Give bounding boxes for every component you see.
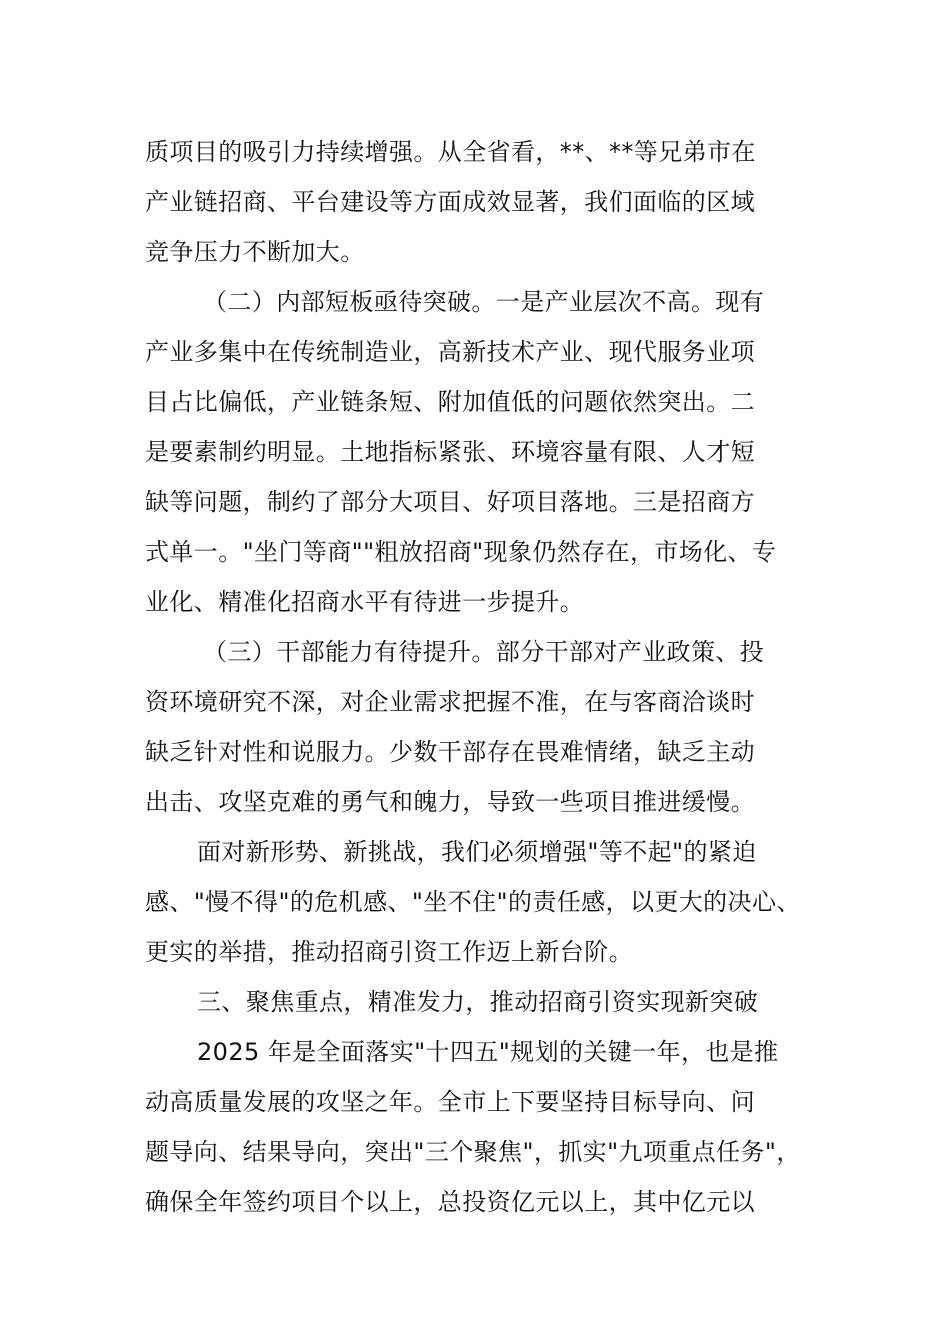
text-line: 缺乏针对性和说服力。少数干部存在畏难情绪，缺乏主动 [145, 738, 755, 766]
text-line: 确保全年签约项目个以上，总投资亿元以上，其中亿元以 [145, 1188, 755, 1216]
paragraph-start: 面对新形势、新挑战，我们必须增强"等不起"的紧迫 [197, 838, 757, 866]
text-line: 缺等问题，制约了部分大项目、好项目落地。三是招商方 [145, 488, 755, 516]
text-line: 更实的举措，推动招商引资工作迈上新台阶。 [145, 938, 633, 966]
text-line: 目占比偏低，产业链条短、附加值低的问题依然突出。二 [145, 388, 755, 416]
text-line: 业化、精准化招商水平有待进一步提升。 [145, 588, 585, 616]
body-text [145, 127, 825, 1227]
text-line: 动高质量发展的攻坚之年。全市上下要坚持目标导向、问 [145, 1088, 755, 1116]
text-line: 质项目的吸引力持续增强。从全省看，**、**等兄弟市在 [145, 138, 756, 166]
section-heading-2: （二）内部短板亟待突破。一是产业层次不高。现有 [203, 288, 765, 316]
text-line: 产业多集中在传统制造业，高新技术产业、现代服务业项 [145, 338, 755, 366]
text-line: 题导向、结果导向，突出"三个聚焦"，抓实"九项重点任务"， [145, 1138, 801, 1166]
section-heading-3: （三）干部能力有待提升。部分干部对产业政策、投 [203, 638, 765, 666]
paragraph-start: 2025 年是全面落实"十四五"规划的关键一年，也是推 [197, 1038, 779, 1066]
text-line: 式单一。"坐门等商""粗放招商"现象仍然存在，市场化、专 [145, 538, 777, 566]
text-line: 感、"慢不得"的危机感、"坐不住"的责任感，以更大的决心、 [145, 888, 801, 916]
text-line: 出击、攻坚克难的勇气和魄力，导致一些项目推进缓慢。 [145, 788, 755, 816]
text-line: 是要素制约明显。土地指标紧张、环境容量有限、人才短 [145, 438, 755, 466]
text-line: 竞争压力不断加大。 [145, 238, 365, 266]
chapter-heading: 三、聚焦重点，精准发力，推动招商引资实现新突破 [197, 988, 759, 1016]
text-line: 产业链招商、平台建设等方面成效显著，我们面临的区域 [145, 188, 755, 216]
text-line: 资环境研究不深，对企业需求把握不准，在与客商洽谈时 [145, 688, 755, 716]
